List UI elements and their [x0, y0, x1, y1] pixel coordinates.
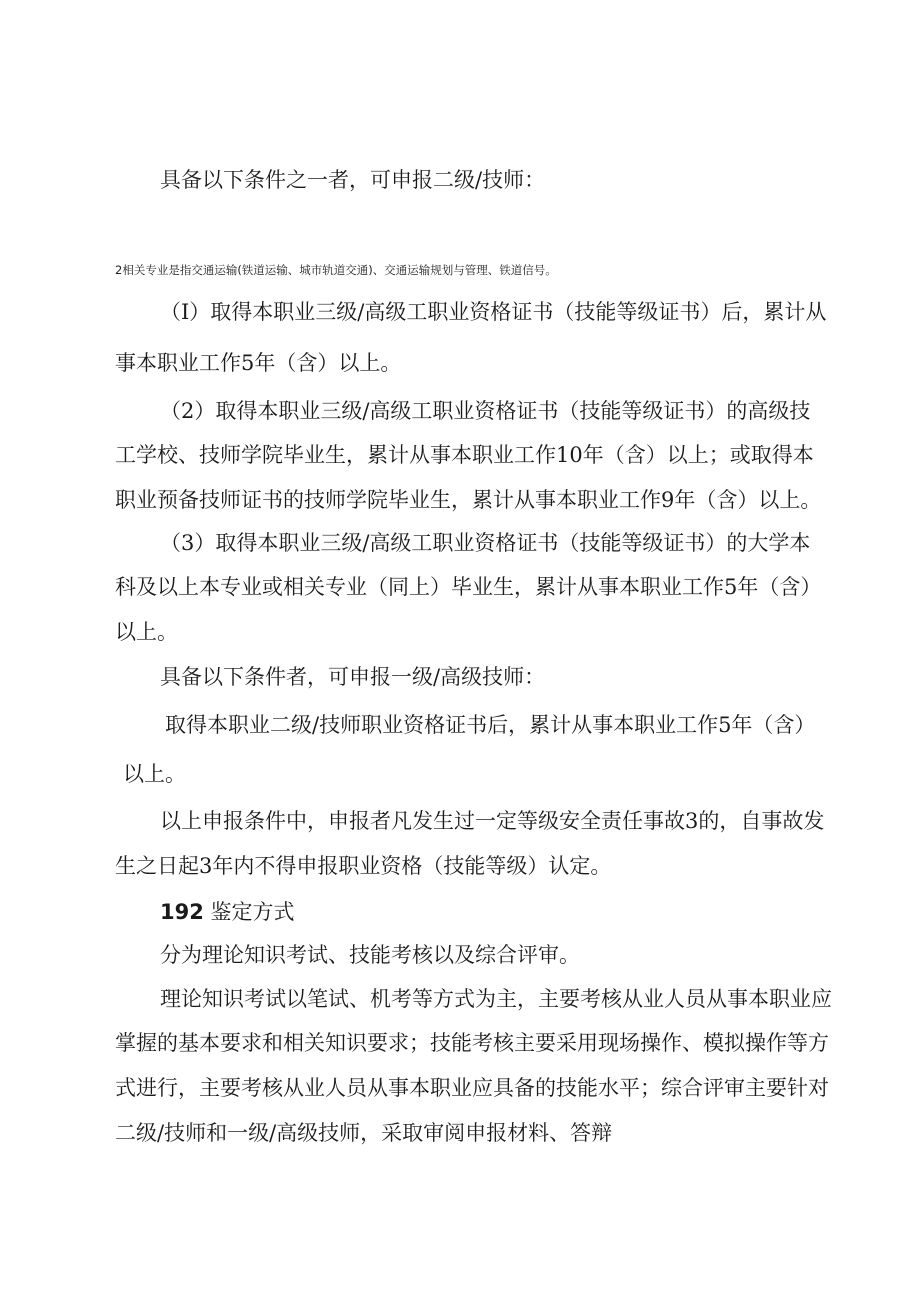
- item3-line3: 以上。: [115, 620, 178, 644]
- item1-line2: 事本职业工作5年（含）以上。: [115, 351, 402, 375]
- section-number: 192: [160, 900, 204, 924]
- level1-req-line2: 以上。: [123, 762, 186, 786]
- accident-line2: 生之日起3年内不得申报职业资格（技能等级）认定。: [115, 854, 612, 878]
- theory-line3: 式进行，主要考核从业人员从事本职业应具备的技能水平；综合评审主要针对: [115, 1076, 829, 1100]
- item2-line3: 职业预备技师证书的技师学院毕业生，累计从事本职业工作9年（含）以上。: [115, 488, 822, 512]
- section-title: 鉴定方式: [210, 900, 295, 924]
- theory-line4: 二级/技师和一级/高级技师，采取审阅申报材料、答辩: [115, 1121, 613, 1145]
- accident-line1: 以上申报条件中，申报者凡发生过一定等级安全责任事故3的，自事故发: [160, 809, 825, 833]
- theory-line2: 掌握的基本要求和相关知识要求；技能考核主要采用现场操作、模拟操作等方: [115, 1031, 829, 1055]
- item1-line1: （I）取得本职业三级/高级工职业资格证书（技能等级证书）后，累计从: [160, 300, 827, 324]
- item3-line2: 科及以上本专业或相关专业（同上）毕业生，累计从事本职业工作5年（含）: [115, 575, 822, 599]
- section-heading: [160, 898, 295, 926]
- item3-line1: （3）取得本职业三级/高级工职业资格证书（技能等级证书）的大学本: [160, 531, 811, 555]
- level1-req-line1: 取得本职业二级/技师职业资格证书后，累计从事本职业工作5年（含）: [165, 713, 816, 737]
- footnote: 2相关专业是指交通运输(铁道运输、城市轨道交通)、交通运输规划与管理、铁道信号。: [115, 263, 557, 277]
- intro-level1: 具备以下条件者，可申报一级/高级技师：: [160, 665, 546, 689]
- methods-text: 分为理论知识考试、技能考核以及综合评审。: [160, 943, 580, 967]
- item2-line1: （2）取得本职业三级/高级工职业资格证书（技能等级证书）的高级技: [160, 399, 811, 423]
- intro-level2: 具备以下条件之一者，可申报二级/技师：: [160, 168, 546, 192]
- theory-line1: 理论知识考试以笔试、机考等方式为主，主要考核从业人员从事本职业应: [160, 987, 832, 1011]
- item2-line2: 工学校、技师学院毕业生，累计从事本职业工作10年（含）以上；或取得本: [115, 443, 814, 467]
